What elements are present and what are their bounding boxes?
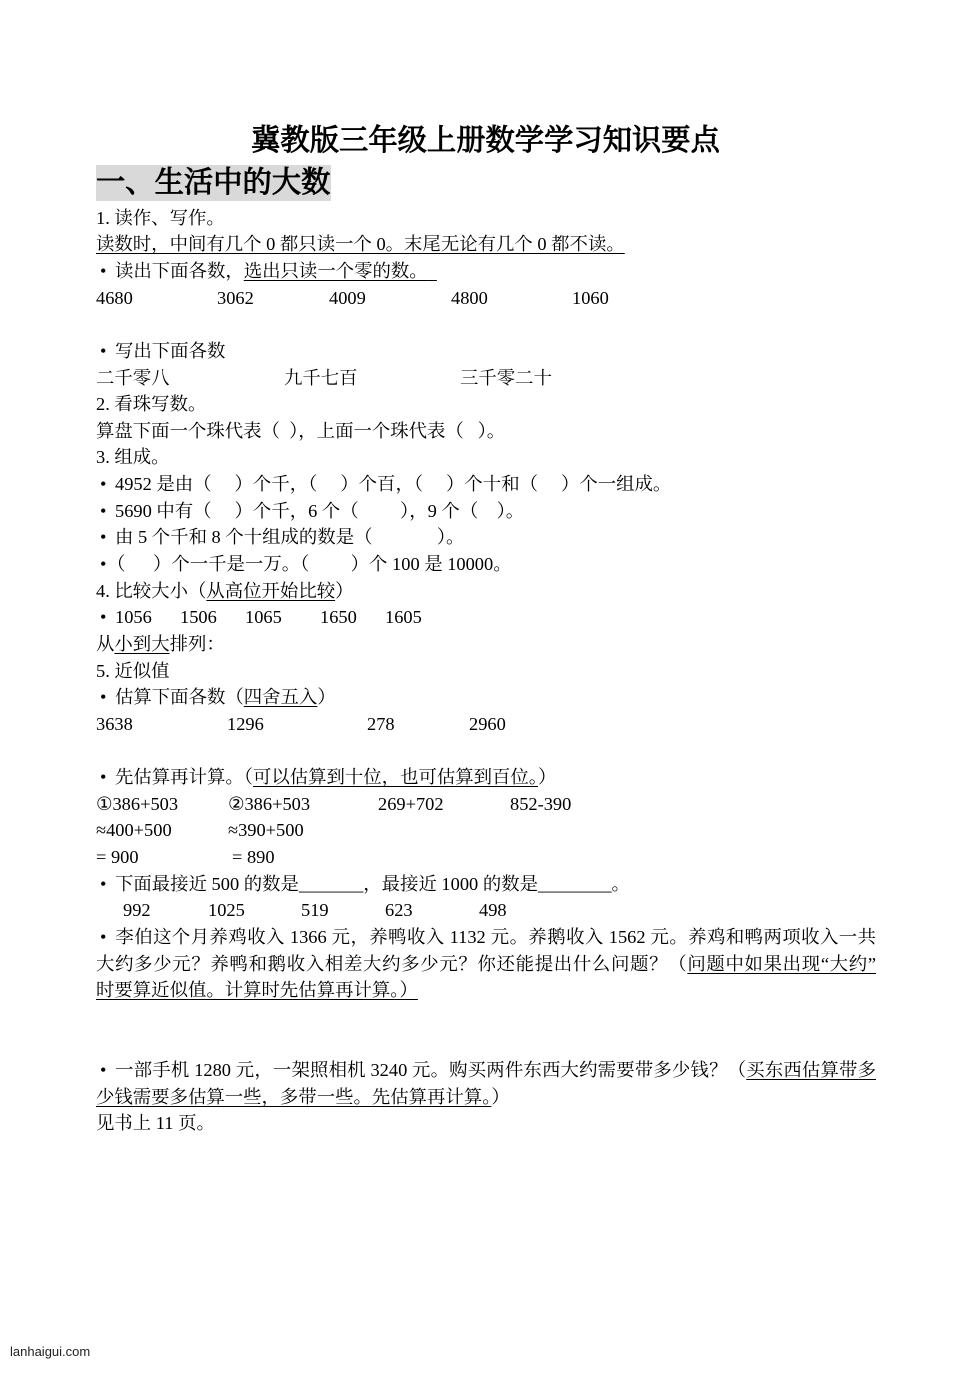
- calc-results-row: [96, 844, 876, 871]
- order-prefix: 从: [96, 633, 115, 654]
- closest-number: 623: [385, 900, 413, 921]
- order-underlined: 小到大: [114, 633, 170, 654]
- read-task-text: 读出下面各数，: [115, 260, 244, 281]
- shopping-problem-line-1: [96, 1057, 876, 1084]
- calc-expression: ②386+503: [228, 793, 311, 814]
- compare-numbers-row: [96, 604, 876, 631]
- closest-numbers-row: [96, 897, 876, 924]
- estimate-task-line: [96, 684, 876, 711]
- write-task-line: [96, 338, 876, 365]
- calc-task-underlined: 可以估算到十位，也可估算到百位。: [252, 767, 538, 788]
- calc-estimates-row: [96, 817, 876, 844]
- book-reference: 见书上 11 页。: [96, 1113, 215, 1134]
- estimate-number: 278: [367, 713, 395, 734]
- estimate-number: 3638: [96, 713, 133, 734]
- compare-number: 1065: [245, 607, 282, 628]
- calc-expression: 852-390: [510, 793, 572, 814]
- farm-problem-line-1: [96, 924, 876, 951]
- order-line: [96, 631, 876, 658]
- blank-line: [96, 738, 876, 765]
- estimate-task-end: ）: [317, 687, 336, 708]
- compare-number: 1650: [320, 607, 357, 628]
- calc-estimate: ≈390+500: [228, 820, 304, 841]
- write-word: 三千零二十: [460, 367, 552, 388]
- estimate-number: 1296: [227, 713, 264, 734]
- estimate-task-text: 估算下面各数（: [115, 687, 244, 708]
- compare-number: 1605: [385, 607, 422, 628]
- item-2-label: 2. 看珠写数。: [96, 394, 207, 415]
- item-4-label: [96, 578, 876, 605]
- read-number: 4009: [329, 287, 366, 308]
- estimate-task-underlined: 四舍五入: [243, 687, 318, 708]
- farm-problem-line-2: [96, 951, 876, 978]
- bullet: •: [100, 527, 107, 548]
- bullet: •: [100, 554, 107, 575]
- composition-q3: 由 5 个千和 8 个十组成的数是（ ）。: [115, 527, 465, 548]
- closest-number: 519: [301, 900, 329, 921]
- blank-line: [96, 311, 876, 338]
- compare-label-underlined: 从高位开始比较: [206, 580, 336, 601]
- closest-task-line: [96, 871, 876, 898]
- composition-q2: 5690 中有（ ）个千，6 个（ ），9 个（ ）。: [115, 500, 525, 521]
- closest-number: 992: [123, 900, 151, 921]
- closest-task-text: 下面最接近 500 的数是_______，最接近 1000 的数是________。: [115, 873, 630, 894]
- composition-q4-line: [96, 551, 876, 578]
- reading-rule-line: [96, 231, 876, 258]
- bullet: •: [100, 500, 107, 521]
- bullet: •: [100, 873, 107, 894]
- shopping-problem-line-2: [96, 1084, 876, 1111]
- bullet: •: [100, 474, 107, 495]
- farm-problem-line-3: [96, 977, 876, 1004]
- calc-estimate: ≈400+500: [96, 820, 172, 841]
- calc-task-end: ）: [538, 767, 557, 788]
- blank-line: [96, 1031, 876, 1058]
- shopping-problem-underlined-2: 少钱需要多估算一些，多带一些。先估算再计算。: [96, 1086, 492, 1107]
- estimate-numbers-row: [96, 711, 876, 738]
- composition-q1-line: [96, 471, 876, 498]
- read-task-line: [96, 258, 876, 285]
- bullet: •: [100, 1060, 107, 1081]
- bullet: •: [100, 260, 107, 281]
- write-task-text: 写出下面各数: [115, 340, 226, 361]
- calc-task-line: [96, 764, 876, 791]
- calc-expressions-row: [96, 791, 876, 818]
- closest-number: 498: [479, 900, 507, 921]
- read-number: 1060: [572, 287, 609, 308]
- read-number: 3062: [217, 287, 254, 308]
- blank-line: [96, 1004, 876, 1031]
- composition-q1: 4952 是由（ ）个千，（ ）个百，（ ）个十和（ ）个一组成。: [115, 474, 672, 495]
- compare-label-text: 4. 比较大小（: [96, 580, 207, 601]
- bullet: •: [100, 687, 107, 708]
- document-title: 冀教版三年级上册数学学习知识要点: [251, 125, 720, 157]
- read-task-underlined: 选出只读一个零的数。: [243, 260, 428, 281]
- calc-result: = 900: [96, 847, 139, 868]
- bullet: •: [100, 340, 107, 361]
- closest-number: 1025: [208, 900, 245, 921]
- write-words-row: [96, 365, 876, 392]
- read-number: 4800: [451, 287, 488, 308]
- write-word: 九千七百: [284, 367, 358, 388]
- section-body: [96, 205, 876, 1137]
- site-watermark: lanhaigui.com: [10, 1344, 91, 1359]
- abacus-question: 算盘下面一个珠代表（ ），上面一个珠代表（ ）。: [96, 420, 506, 441]
- bullet: •: [100, 607, 107, 628]
- item-5-label: 5. 近似值: [96, 660, 170, 681]
- shopping-problem-underlined-1: 买东西估算带多: [746, 1060, 876, 1081]
- composition-q2-line: [96, 498, 876, 525]
- calc-expression: 269+702: [378, 793, 444, 814]
- farm-problem-underlined-3: 时要算近似值。计算时先估算再计算。）: [96, 980, 418, 1001]
- calc-result: = 890: [232, 847, 275, 868]
- calc-task-text: 先估算再计算。（: [115, 767, 253, 788]
- reading-rule: 读数时，中间有几个 0 都只读一个 0。末尾无论有几个 0 都不读。: [96, 234, 625, 255]
- item-1-label: 1. 读作、写作。: [96, 207, 225, 228]
- estimate-number: 2960: [469, 713, 506, 734]
- compare-number: 1506: [180, 607, 217, 628]
- compare-label-end: ）: [335, 580, 354, 601]
- item-3-label: 3. 组成。: [96, 447, 170, 468]
- compare-number: 1056: [115, 607, 152, 628]
- farm-problem-text-2: 大约多少元？养鸭和鹅收入相差大约多少元？你还能提出什么问题？（: [96, 953, 688, 974]
- farm-problem-underlined-2: 问题中如果出现“大约”: [687, 953, 876, 974]
- shopping-problem-text-1: 一部手机 1280 元，一架照相机 3240 元。购买两件东西大约需要带多少钱？（: [115, 1060, 747, 1081]
- write-word: 二千零八: [96, 367, 170, 388]
- bullet: •: [100, 926, 107, 947]
- bullet: •: [100, 767, 107, 788]
- read-number: 4680: [96, 287, 133, 308]
- calc-expression: ①386+503: [96, 793, 179, 814]
- composition-q3-line: [96, 524, 876, 551]
- shopping-problem-end: ）: [491, 1086, 510, 1107]
- read-numbers-row: [96, 285, 876, 312]
- composition-q4: （ ）个一千是一万。（ ）个 100 是 10000。: [107, 554, 512, 575]
- order-suffix: 排列：: [169, 633, 225, 654]
- section-heading: 一、生活中的大数: [96, 167, 331, 199]
- farm-problem-text-1: 李伯这个月养鸡收入 1366 元，养鸭收入 1132 元。养鹅收入 1562 元。养鸡和鸭两项收入一共: [115, 926, 876, 947]
